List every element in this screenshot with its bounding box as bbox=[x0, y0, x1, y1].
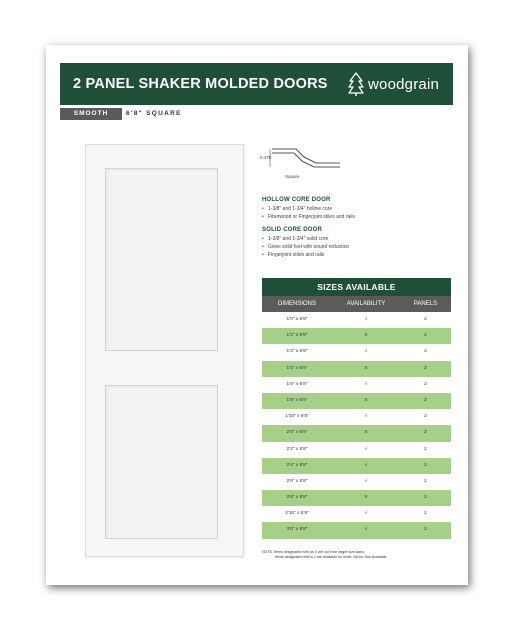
table-row bbox=[262, 393, 451, 409]
dimension-cell: 1'6" x 6'8" bbox=[286, 381, 308, 387]
door-illustration bbox=[85, 144, 244, 557]
panels-cell: 2 bbox=[424, 365, 427, 371]
square-profile-icon bbox=[258, 141, 348, 171]
availability-cell: X bbox=[364, 333, 368, 339]
availability-cell: √ bbox=[364, 349, 368, 355]
panels-cell: 2 bbox=[424, 333, 427, 339]
table-row bbox=[262, 312, 451, 328]
dimension-cell: 1'3" x 6'8" bbox=[286, 349, 308, 355]
availability-cell: √ bbox=[364, 446, 368, 452]
panels-cell: 2 bbox=[424, 478, 427, 484]
profile-caption: Square bbox=[285, 174, 300, 179]
finish-tag: SMOOTH bbox=[60, 108, 122, 120]
dimension-cell: 1'8" x 6'8" bbox=[286, 397, 308, 403]
hollow-core-list bbox=[262, 205, 452, 221]
panels-cell: 2 bbox=[424, 317, 427, 322]
panels-cell: 2 bbox=[424, 495, 427, 501]
style-label: 6'8" SQUARE bbox=[126, 110, 182, 117]
hollow-core-title: HOLLOW CORE DOOR bbox=[262, 197, 331, 203]
table-row bbox=[262, 458, 451, 474]
dimension-cell: 2'4" x 6'8" bbox=[286, 462, 308, 468]
tree-icon bbox=[348, 72, 364, 96]
list-item: • Fingerjoint stiles and rails bbox=[268, 251, 452, 259]
availability-cell: X bbox=[364, 397, 368, 403]
panels-cell: 2 bbox=[424, 414, 427, 420]
header-bar bbox=[60, 63, 453, 105]
dimension-cell: 1'10" x 6'8" bbox=[285, 414, 309, 420]
panels-cell: 2 bbox=[424, 446, 427, 452]
table-row bbox=[262, 344, 451, 360]
table-header-row bbox=[262, 296, 451, 312]
table-row bbox=[262, 442, 451, 458]
table-row bbox=[262, 425, 451, 441]
list-item: • Fiberwood or Fingerjoint stiles and rails bbox=[268, 213, 452, 221]
footnote-line-2: Items designated with a √ are available for order. NA for Non Available. bbox=[275, 555, 388, 559]
column-header-dimensions: DIMENSIONS bbox=[277, 301, 316, 307]
table-body bbox=[262, 312, 451, 539]
availability-cell: √ bbox=[364, 462, 368, 468]
table-row bbox=[262, 474, 451, 490]
dimension-cell: 1'2" x 6'8" bbox=[286, 333, 308, 339]
dimension-cell: 2'10" x 6'8" bbox=[285, 511, 309, 517]
footnote-line-1: NOTE: Items designated with an X are cut from larger size skins. bbox=[262, 550, 366, 554]
sizes-table bbox=[262, 278, 451, 539]
profile-diagram bbox=[258, 141, 348, 185]
panels-cell: 2 bbox=[424, 349, 427, 355]
dimension-cell: 3'0" x 6'8" bbox=[286, 527, 308, 533]
dimension-cell: 2'0" x 6'8" bbox=[286, 430, 308, 436]
availability-cell: √ bbox=[364, 478, 368, 484]
table-row bbox=[262, 522, 451, 538]
footnote bbox=[262, 550, 457, 560]
profile-dimension: 0.470 bbox=[260, 155, 272, 160]
door-top-panel bbox=[105, 168, 218, 351]
panels-cell: 2 bbox=[424, 511, 427, 517]
panels-cell: 2 bbox=[424, 381, 427, 387]
list-item: • Gives solid feel with sound reduction bbox=[268, 243, 452, 251]
door-bottom-panel bbox=[105, 385, 218, 539]
dimension-cell: 2'8" x 6'8" bbox=[286, 495, 308, 501]
panels-cell: 2 bbox=[424, 430, 427, 436]
availability-cell: √ bbox=[364, 414, 368, 420]
spec-sheet bbox=[46, 45, 468, 585]
solid-core-title: SOLID CORE DOOR bbox=[262, 227, 323, 233]
dimension-cell: 1'4" x 6'8" bbox=[286, 365, 308, 371]
column-header-availability: AVAILABILITY bbox=[346, 301, 386, 307]
panels-cell: 2 bbox=[424, 527, 427, 533]
dimension-cell: 1'0" x 6'8" bbox=[286, 317, 308, 322]
panels-cell: 2 bbox=[424, 397, 427, 403]
availability-cell: √ bbox=[364, 381, 368, 387]
table-row bbox=[262, 409, 451, 425]
availability-cell: X bbox=[364, 430, 368, 436]
table-row bbox=[262, 361, 451, 377]
column-header-panels: PANELS bbox=[413, 301, 438, 307]
brand-name: woodgrain bbox=[368, 76, 440, 93]
woodgrain-logo bbox=[348, 72, 448, 98]
door-options bbox=[262, 197, 452, 265]
list-item: • 1-3/8" and 1-3/4" hollow core bbox=[268, 205, 452, 213]
list-item: • 1-3/8" and 1-3/4" solid core bbox=[268, 235, 452, 243]
table-row bbox=[262, 490, 451, 506]
availability-cell: √ bbox=[364, 317, 368, 322]
availability-cell: √ bbox=[364, 527, 368, 533]
dimension-cell: 2'6" x 6'8" bbox=[286, 478, 308, 484]
table-row bbox=[262, 506, 451, 522]
table-row bbox=[262, 328, 451, 344]
table-row bbox=[262, 377, 451, 393]
dimension-cell: 2'2" x 6'8" bbox=[286, 446, 308, 452]
availability-cell: X bbox=[364, 495, 368, 501]
availability-cell: √ bbox=[364, 511, 368, 517]
availability-cell: X bbox=[364, 365, 368, 371]
panels-cell: 2 bbox=[424, 462, 427, 468]
page-title: 2 PANEL SHAKER MOLDED DOORS bbox=[73, 76, 328, 92]
solid-core-list bbox=[262, 235, 452, 259]
sizes-table-title: SIZES AVAILABLE bbox=[262, 278, 451, 296]
